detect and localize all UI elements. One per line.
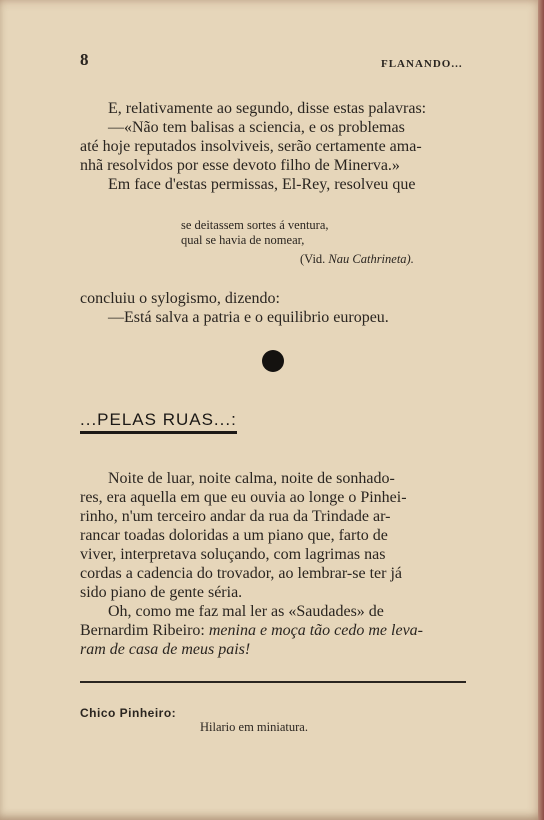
text-line: sido piano de gente séria. [80,584,243,601]
block-quote [181,218,329,248]
text-line: viver, interpretava soluçando, com lagrimas nas [80,546,386,563]
text-line [80,621,468,640]
footer-name: Chico Pinheiro: [80,706,177,720]
text-line: Em face d'estas permissas, El-Rey, resolveu que [108,176,416,193]
text-line: rancar toadas doloridas a um piano que, farto de [80,527,388,544]
section-heading: ...PELAS RUAS...: [80,410,237,434]
page-number: 8 [80,50,89,69]
book-spine-edge [538,0,544,820]
source-prefix: (Vid. [300,252,329,266]
ornament-dot [262,350,284,372]
paragraph-block-2 [80,289,468,327]
text-line: ram de casa de meus pais! [80,641,251,658]
source-title: Nau Cathrineta). [328,252,414,266]
quote-line: se deitassem sortes á ventura, [181,218,329,232]
quote-source [300,252,414,267]
text-line: Noite de luar, noite calma, noite de sonhado- [108,470,395,487]
horizontal-rule [80,681,466,683]
text-line: cordas a cadencia do trovador, ao lembrar-se ter já [80,565,402,582]
text-line: nhã resolvidos por esse devoto filho de Minerva.» [80,157,400,174]
text-line: até hoje reputados insolviveis, serão certamente ama- [80,138,422,155]
author-name: Bernardim Ribeiro: [80,622,209,639]
running-title: FLANANDO... [381,58,463,70]
text-line: res, era aquella em que eu ouvia ao longe o Pinhei- [80,489,407,506]
text-line: Oh, como me faz mal ler as «Saudades» de [108,603,384,620]
text-line: —Está salva a patria e o equilibrio europeu. [108,309,389,326]
paragraph-block-3 [80,469,468,659]
text-line: concluiu o sylogismo, dizendo: [80,290,280,307]
footer-description: Hilario em miniatura. [200,720,308,734]
text-line: E, relativamente ao segundo, disse estas palavras: [108,100,427,117]
text-line: rinho, n'um terceiro andar da rua da Trindade ar- [80,508,391,525]
text-line: —«Não tem balisas a sciencia, e os problemas [108,119,405,136]
paragraph-block-1 [80,99,468,194]
quote-line: qual se havia de nomear, [181,233,305,247]
italic-quote: menina e moça tão cedo me leva- [208,622,423,639]
